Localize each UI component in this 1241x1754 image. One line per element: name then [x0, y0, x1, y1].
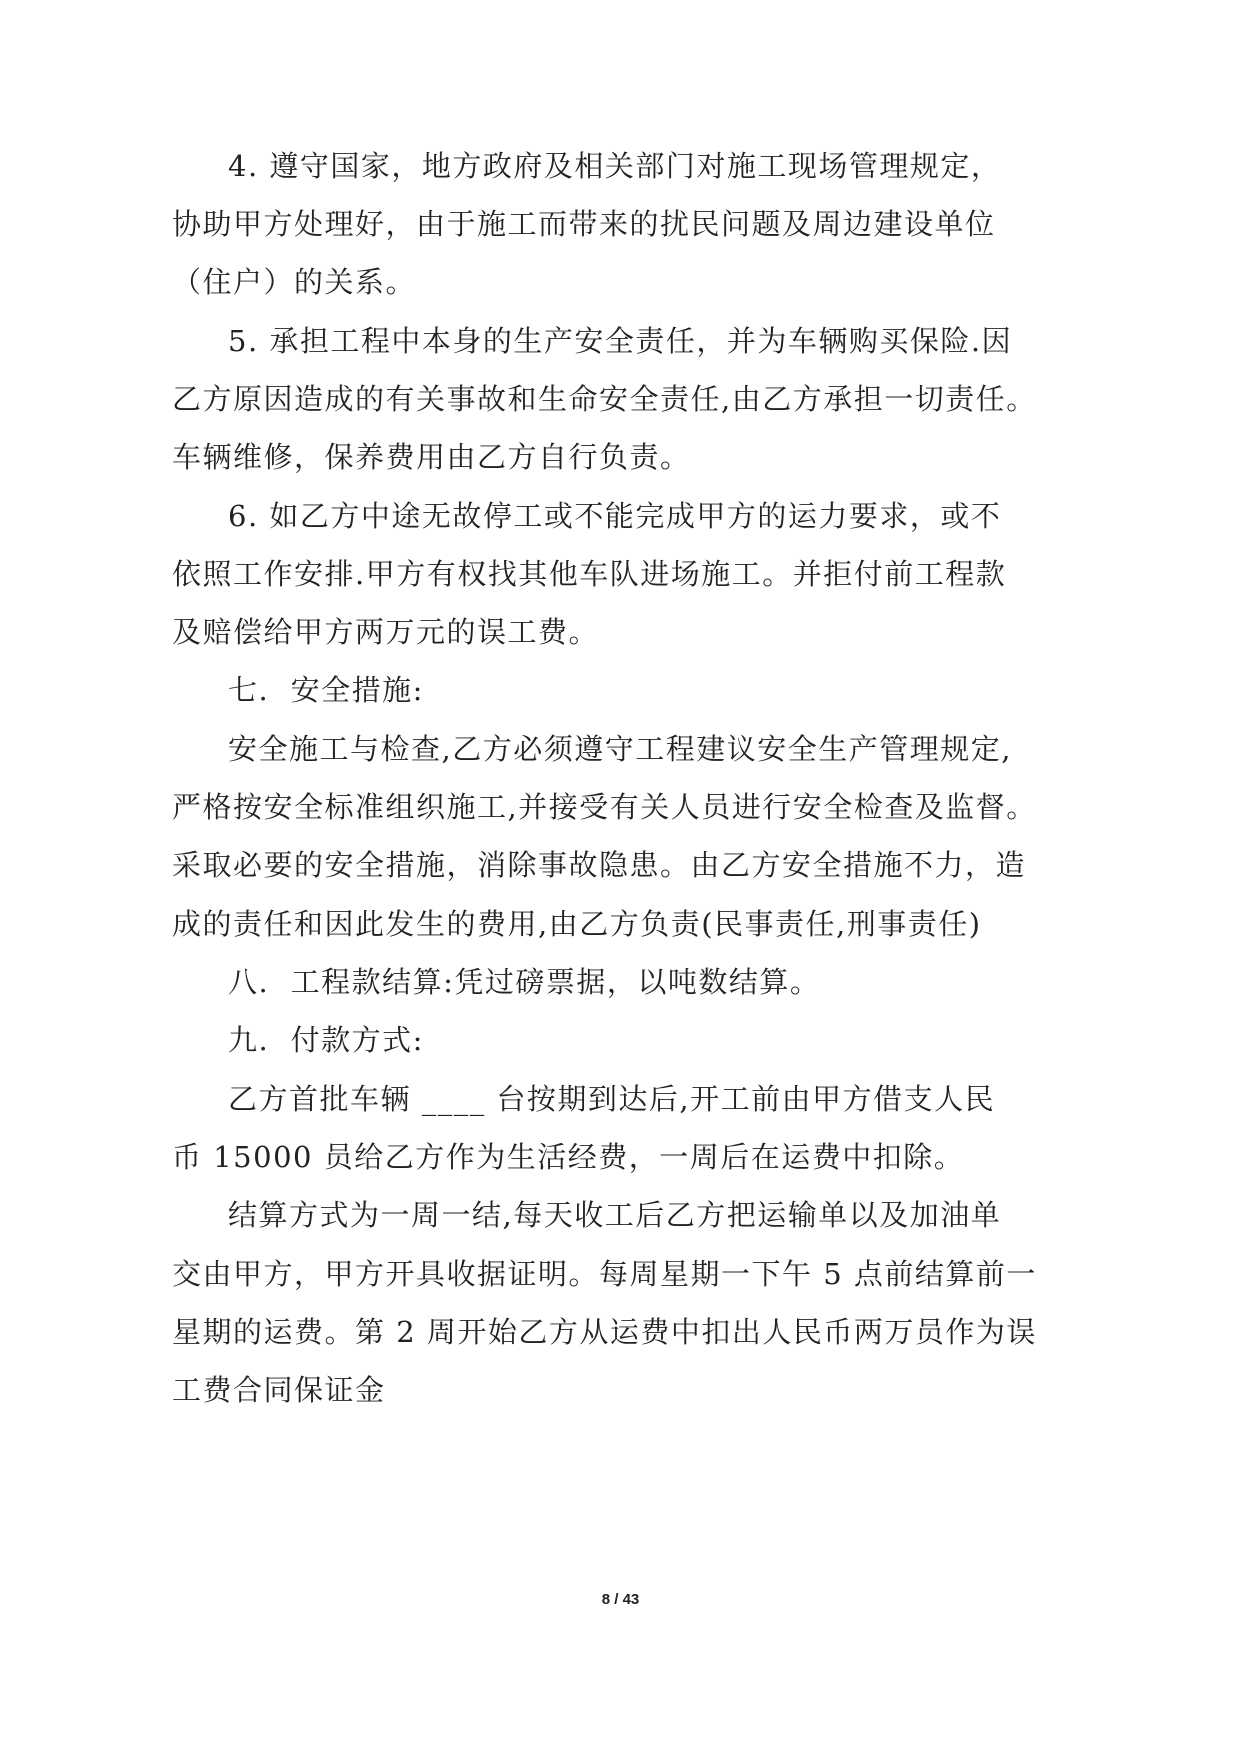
paragraph-line: 结算方式为一周一结,每天收工后乙方把运输单以及加油单 — [228, 1198, 1002, 1232]
paragraph-line: 协助甲方处理好，由于施工而带来的扰民问题及周边建设单位 — [172, 207, 996, 241]
paragraph-line: 及赔偿给甲方两万元的误工费。 — [172, 615, 600, 649]
section-heading: 七. 安全措施: — [228, 673, 424, 707]
section-heading: 八. 工程款结算:凭过磅票据，以吨数结算。 — [228, 965, 821, 999]
paragraph-line: 6. 如乙方中途无故停工或不能完成甲方的运力要求，或不 — [228, 499, 1002, 533]
page-number: 8 / 43 — [601, 1591, 640, 1608]
paragraph-line: 乙方原因造成的有关事故和生命安全责任,由乙方承担一切责任。 — [172, 382, 1037, 416]
paragraph-line: 乙方首批车辆 ____ 台按期到达后,开工前由甲方借支人民 — [228, 1082, 996, 1116]
paragraph-line: 交由甲方，甲方开具收据证明。每周星期一下午 5 点前结算前一 — [172, 1257, 1037, 1291]
paragraph-line: 4. 遵守国家，地方政府及相关部门对施工现场管理规定， — [228, 149, 1002, 183]
paragraph-line: 币 15000 员给乙方作为生活经费，一周后在运费中扣除。 — [172, 1140, 965, 1174]
paragraph-line: 安全施工与检查,乙方必须遵守工程建议安全生产管理规定, — [228, 732, 1012, 766]
paragraph-line: 依照工作安排.甲方有权找其他车队进场施工。并拒付前工程款 — [172, 557, 1007, 591]
paragraph-line: 星期的运费。第 2 周开始乙方从运费中扣出人民币两万员作为误 — [172, 1315, 1037, 1349]
paragraph-line: 采取必要的安全措施，消除事故隐患。由乙方安全措施不力，造 — [172, 848, 1027, 882]
paragraph-line: 严格按安全标准组织施工,并接受有关人员进行安全检查及监督。 — [172, 790, 1037, 824]
paragraph-line: 工费合同保证金 — [172, 1373, 386, 1407]
paragraph-line: 成的责任和因此发生的费用,由乙方负责(民事责任,刑事责任) — [172, 907, 982, 941]
section-heading: 九. 付款方式: — [228, 1023, 424, 1057]
paragraph-line: 5. 承担工程中本身的生产安全责任，并为车辆购买保险.因 — [228, 324, 1013, 358]
paragraph-line: 车辆维修，保养费用由乙方自行负责。 — [172, 440, 691, 474]
paragraph-line: （住户）的关系。 — [172, 265, 417, 299]
